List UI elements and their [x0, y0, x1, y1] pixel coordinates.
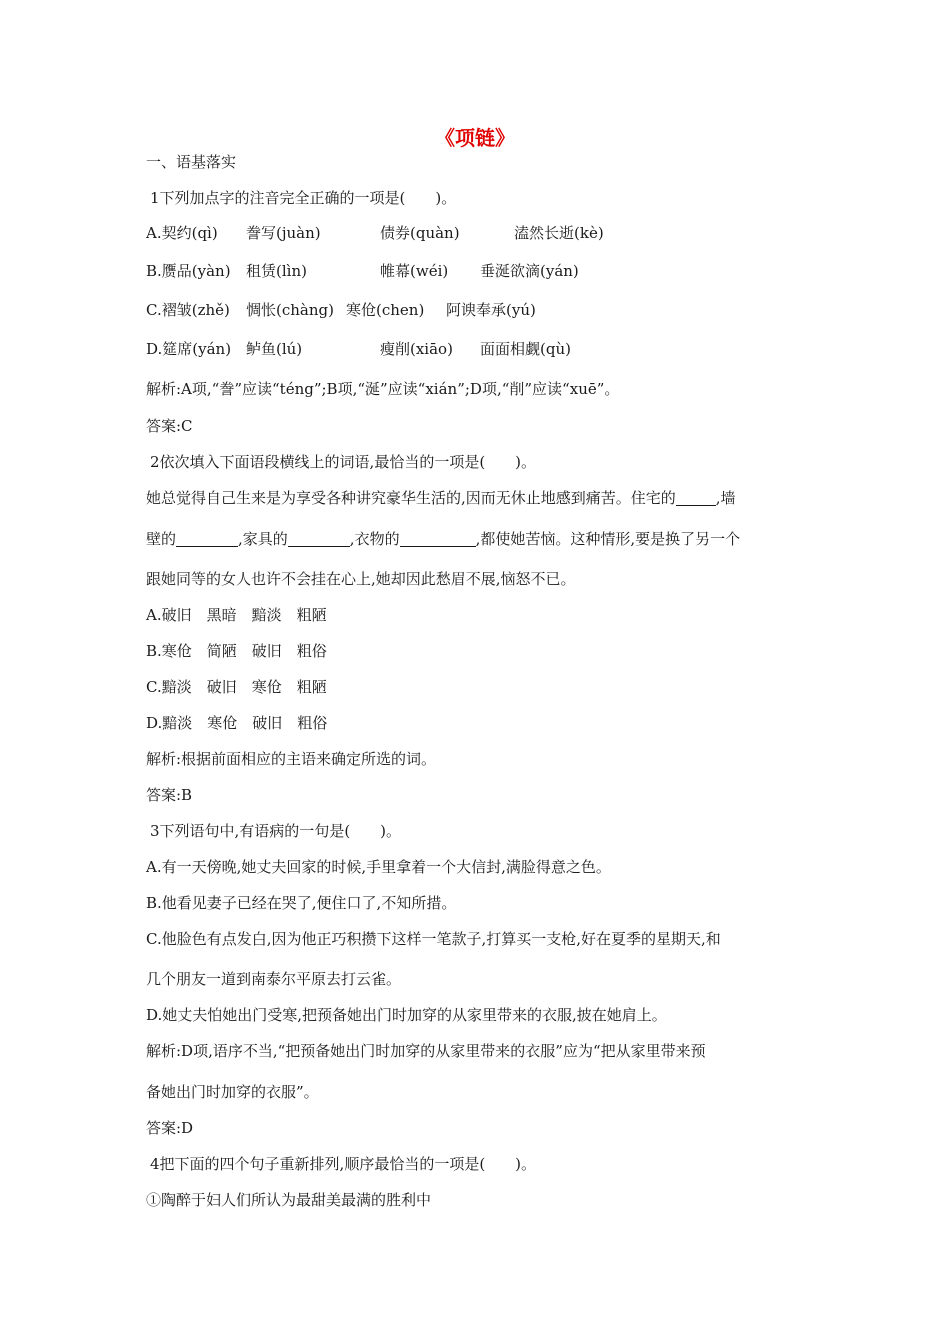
q1-stem: 1下列加点字的注音完全正确的一项是( )。 [150, 189, 457, 207]
q1-c-3: 寒伧(chen) [346, 301, 425, 319]
q2-para2a: 壁的 [146, 530, 177, 548]
q2-analysis: 解析:根据前面相应的主语来确定所选的词。 [146, 750, 437, 768]
q1-d-1: D.筵席(yán) [146, 340, 232, 358]
q3-option-b: B.他看见妻子已经在哭了,便住口了,不知所措。 [146, 894, 457, 912]
q3-stem: 3下列语句中,有语病的一句是( )。 [150, 822, 402, 840]
q4-item-1: ①陶醉于妇人们所认为最甜美最满的胜利中 [146, 1191, 432, 1209]
document-title: 《项链》 [435, 126, 515, 150]
q1-d-3: 瘦削(xiāo) [380, 340, 453, 358]
q1-option-c [146, 299, 536, 321]
q1-b-4: 垂涎欲滴(yán) [480, 262, 579, 280]
q1-b-1: B.赝品(yàn) [146, 262, 231, 280]
q3-option-d: D.她丈夫怕她出门受寒,把预备她出门时加穿的从家里带来的衣服,披在她肩上。 [146, 1006, 667, 1024]
q2-blank-1 [676, 489, 716, 506]
q3-analysis-line-1: 解析:D项,语序不当,“把预备她出门时加穿的从家里带来的衣服”应为“把从家里带来预 [146, 1042, 706, 1060]
q3-answer: 答案:D [146, 1119, 194, 1137]
q2-paragraph-line-3: 跟她同等的女人也许不会挂在心上,她却因此愁眉不展,恼怒不已。 [146, 570, 576, 588]
q1-d-4: 面面相觑(qù) [480, 340, 571, 358]
q2-blank-2 [176, 530, 238, 547]
q2-para1a: 她总觉得自己生来是为享受各种讲究豪华生活的,因而无休止地感到痛苦。住宅的 [146, 489, 676, 507]
q4-stem: 4把下面的四个句子重新排列,顺序最恰当的一项是( )。 [150, 1155, 537, 1173]
q2-stem: 2依次填入下面语段横线上的词语,最恰当的一项是( )。 [150, 453, 537, 471]
q2-para2d: ,都使她苦恼。这种情形,要是换了另一个 [475, 530, 741, 548]
q1-c-2: 惆怅(chàng) [246, 301, 334, 319]
q2-option-d: D.黯淡 寒伧 破旧 粗俗 [146, 714, 328, 732]
q2-para2b: ,家具的 [238, 530, 288, 548]
q2-para2c: ,衣物的 [349, 530, 400, 548]
q1-a-2: 誊写(juàn) [246, 224, 321, 242]
q2-paragraph-line-2 [146, 528, 740, 550]
q1-option-b [146, 260, 579, 282]
q1-b-2: 租赁(lìn) [246, 262, 307, 280]
q1-c-4: 阿谀奉承(yú) [446, 301, 536, 319]
q2-answer: 答案:B [146, 786, 193, 804]
q1-c-1: C.褶皱(zhě) [146, 301, 230, 319]
q2-paragraph-line-1 [146, 487, 736, 509]
q2-blank-3 [288, 530, 350, 547]
q2-para1b: ,墙 [715, 489, 736, 507]
q2-option-a: A.破旧 黑暗 黯淡 粗陋 [146, 606, 327, 624]
q3-option-a: A.有一天傍晚,她丈夫回家的时候,手里拿着一个大信封,满脸得意之色。 [146, 858, 611, 876]
q1-a-1: A.契约(qì) [146, 224, 218, 242]
q2-option-c: C.黯淡 破旧 寒伧 粗陋 [146, 678, 327, 696]
q2-option-b: B.寒伧 简陋 破旧 粗俗 [146, 642, 327, 660]
q1-option-a [146, 222, 604, 244]
q1-answer: 答案:C [146, 417, 193, 435]
q1-analysis: 解析:A项,“誊”应读“téng”;B项,“涎”应读“xián”;D项,“削”应读“xuē”。 [146, 380, 620, 398]
q3-analysis-line-2: 备她出门时加穿的衣服”。 [146, 1083, 319, 1101]
section-heading: 一、语基落实 [146, 153, 237, 171]
q3-option-c-line-2: 几个朋友一道到南泰尔平原去打云雀。 [146, 970, 402, 988]
q3-option-c-line-1: C.他脸色有点发白,因为他正巧积攒下这样一笔款子,打算买一支枪,好在夏季的星期天,和 [146, 930, 721, 948]
q1-a-4: 溘然长逝(kè) [514, 224, 604, 242]
q1-d-2: 鲈鱼(lú) [246, 340, 303, 358]
q1-b-3: 帷幕(wéi) [380, 262, 449, 280]
q2-blank-4 [400, 530, 476, 547]
q1-option-d [146, 338, 571, 360]
q1-a-3: 债券(quàn) [380, 224, 460, 242]
